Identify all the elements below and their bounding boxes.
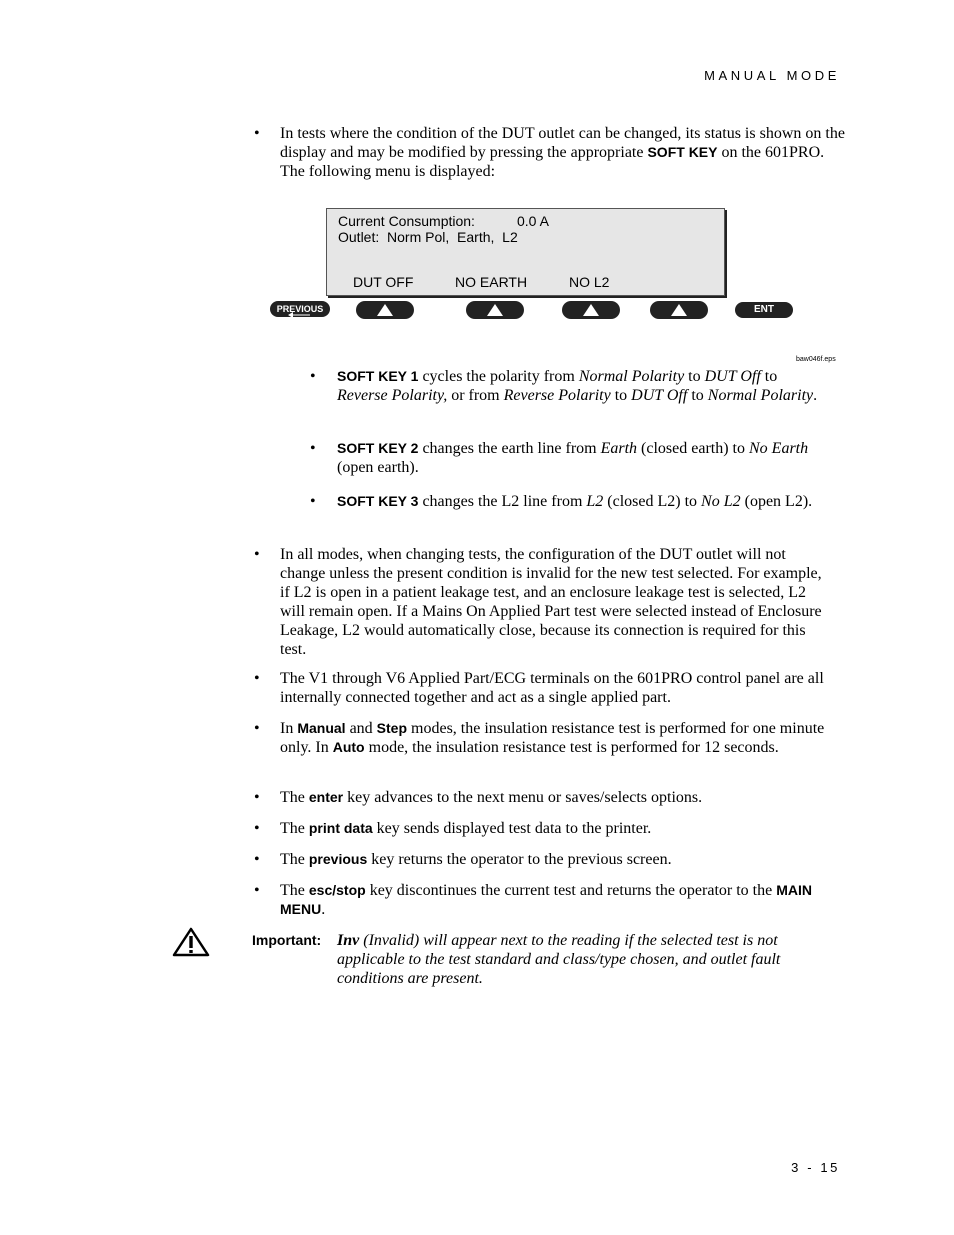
bullet-dot: • xyxy=(310,368,316,385)
important-label: Important: xyxy=(252,932,322,948)
lcd-display xyxy=(326,208,725,296)
soft-key-term: SOFT KEY xyxy=(647,144,718,160)
section-header: MANUAL MODE xyxy=(704,68,840,83)
bullet-dot: • xyxy=(254,820,260,837)
figure-caption: baw046f.eps xyxy=(796,356,836,363)
bullet-item-previous-key: The previous key returns the operator to the previous screen. xyxy=(280,851,672,868)
display-line1-label: Current Consumption: xyxy=(338,213,475,229)
soft-key-2[interactable] xyxy=(466,301,524,319)
warning-triangle-icon xyxy=(172,927,210,962)
bullet-dot: • xyxy=(254,851,260,868)
display-line1-value: 0.0 A xyxy=(517,213,549,229)
bullet-item-enter-key: The enter key advances to the next menu or saves/selects options. xyxy=(280,789,703,806)
bullet-dot: • xyxy=(254,789,260,806)
soft-key-1[interactable] xyxy=(356,301,414,319)
sub-bullet-softkey-2: SOFT KEY 2 changes the earth line from Earth (closed earth) to No Earth (open earth). xyxy=(337,440,809,476)
bullet-text: In tests where the condition of the DUT outlet can be changed, its status is shown on the display and may be modified by pressing the appropriate xyxy=(280,125,845,161)
bullet-item-insulation: In Manual and Step modes, the insulation resistance test is performed for one minute only. In Auto mode, the insulation resistance test is performed for 12 seconds. xyxy=(280,720,825,756)
softkey-label-1: DUT OFF xyxy=(353,274,414,290)
softkey-label-3: NO L2 xyxy=(569,274,610,290)
up-triangle-icon xyxy=(377,304,393,316)
bullet-item-print-data-key: The print data key sends displayed test data to the printer. xyxy=(280,820,652,837)
bullet-dot: • xyxy=(254,670,260,687)
bullet-dot: • xyxy=(254,720,260,737)
bullet-dot: • xyxy=(254,882,260,899)
bullet-item-outlet-config: In all modes, when changing tests, the configuration of the DUT outlet will not change unless the present condition is invalid for the new test selected. For example, if L2 is open in a patient leakage test, and an enclosure leakage test is selected, L2 will remain open. If a Mains On Applied Part test were selected instead of Enclosure Leakage, L2 would automatically close, because its connection is required for this test. xyxy=(280,546,822,658)
bullet-text: on the 601PRO. The following menu is displayed: xyxy=(280,144,825,180)
up-triangle-icon xyxy=(583,304,599,316)
bullet-dot: • xyxy=(310,493,316,510)
sub-bullet-softkey-3: SOFT KEY 3 changes the L2 line from L2 (closed L2) to No L2 (open L2). xyxy=(337,493,813,510)
left-arrow-icon xyxy=(288,312,312,318)
bullet-item-esc-stop-key: The esc/stop key discontinues the current test and returns the operator to the MAIN MENU. xyxy=(280,882,813,918)
soft-key-4[interactable] xyxy=(650,301,708,319)
important-note: Inv (Invalid) will appear next to the reading if the selected test is not applicable to the test standard and class/type chosen, and outlet fault conditions are present. xyxy=(337,932,781,987)
sub-bullet-softkey-1: SOFT KEY 1 cycles the polarity from Normal Polarity to DUT Off to Reverse Polarity, or from Reverse Polarity to DUT Off to Normal Polarity. xyxy=(337,368,818,404)
previous-key[interactable]: PREVIOUS xyxy=(270,301,330,317)
bullet-dot: • xyxy=(254,546,260,563)
bullet-item-applied-part: The V1 through V6 Applied Part/ECG terminals on the 601PRO control panel are all internally connected together and act as a single applied part. xyxy=(280,670,824,706)
bullet-dot: • xyxy=(310,440,316,457)
bullet-dot: • xyxy=(254,125,260,142)
up-triangle-icon xyxy=(671,304,687,316)
soft-key-3[interactable] xyxy=(562,301,620,319)
enter-key[interactable]: ENT xyxy=(735,302,793,318)
bullet-item-outlet-status xyxy=(280,124,845,181)
up-triangle-icon xyxy=(487,304,503,316)
display-line2: Outlet: Norm Pol, Earth, L2 xyxy=(338,229,518,245)
page-number: 3 - 15 xyxy=(791,1160,840,1175)
softkey-label-2: NO EARTH xyxy=(455,274,528,290)
